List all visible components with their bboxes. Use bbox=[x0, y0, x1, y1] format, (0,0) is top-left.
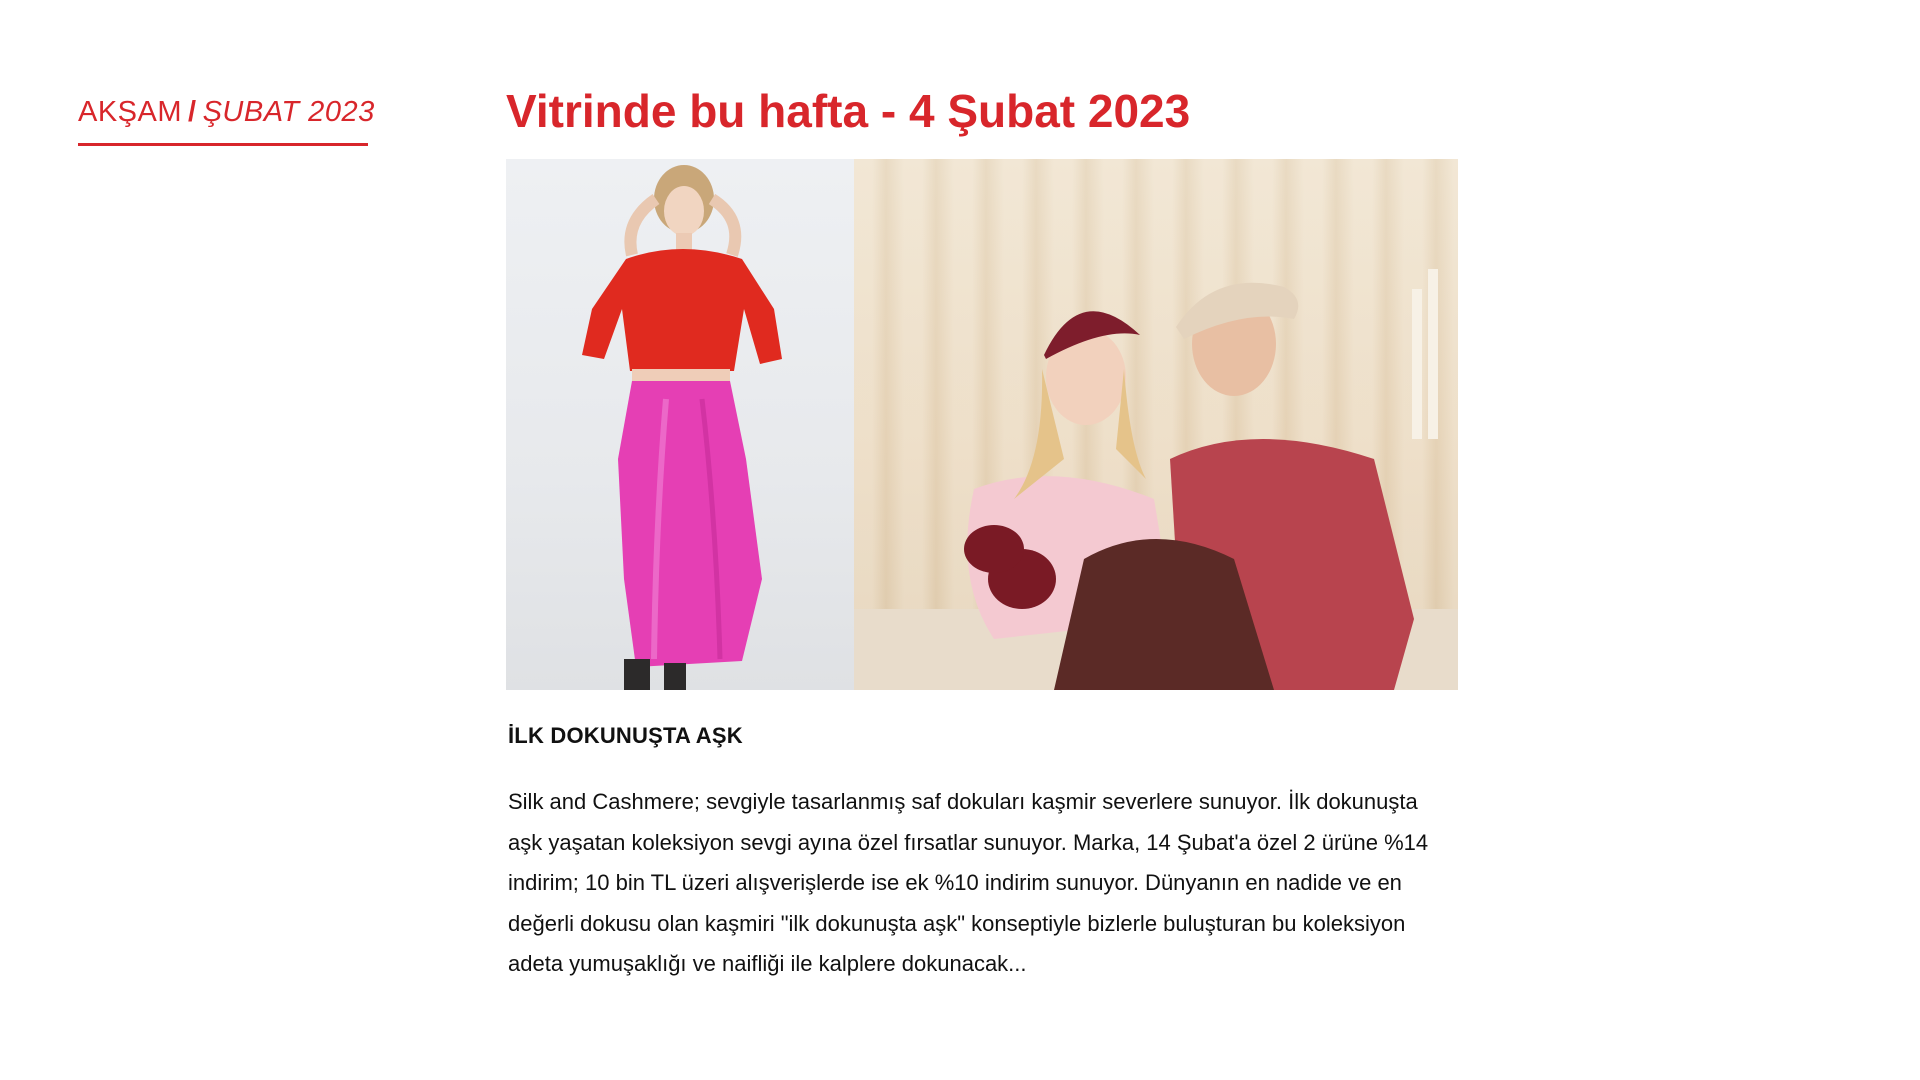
article-body: Silk and Cashmere; sevgiyle tasarlanmış saf dokuları kaşmir severlere sunuyor. İlk dokunuşta aşk yaşatan koleksiyon sevgi ayına özel fırsatlar sunuyor. Marka, 14 Şubat'a özel 2 ürüne %14 indirim; 10 bin TL üzeri alışverişlerde ise ek %10 indirim sunuyor. Dünyanın en nadide ve en değerli dokusu olan kaşmiri "ilk dokunuşta aşk" konseptiyle bizlerle buluşturan bu koleksiyon adeta yumuşaklığı ve naifliği ile kalplere dokunacak... bbox=[508, 789, 1429, 976]
publication-underline bbox=[78, 143, 368, 146]
article-hero-image bbox=[506, 159, 1458, 690]
hero-image-right-couple bbox=[854, 159, 1458, 690]
article-title: Vitrinde bu hafta - 4 Şubat 2023 bbox=[506, 85, 1191, 137]
couple-illustration bbox=[854, 159, 1458, 690]
model-illustration bbox=[506, 159, 854, 690]
publication-brand: AKŞAM bbox=[78, 96, 183, 128]
hero-image-left-model bbox=[506, 159, 854, 690]
section-heading: İLK DOKUNUŞTA AŞK bbox=[508, 723, 743, 748]
publication-issue: ŞUBAT 2023 bbox=[202, 96, 375, 128]
publication-separator: / bbox=[188, 96, 197, 128]
publication-mark bbox=[78, 94, 375, 130]
